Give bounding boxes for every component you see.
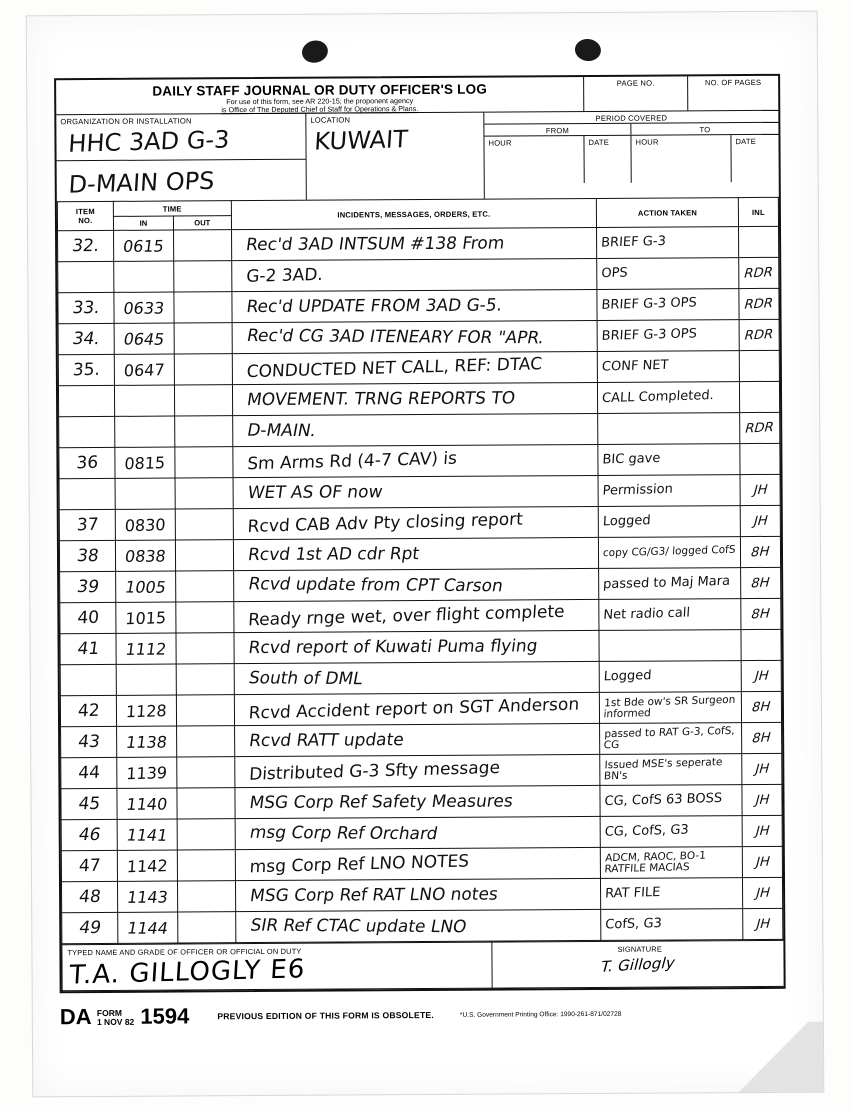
cell-time-in: 1143 [117, 881, 177, 912]
cell-incidents: msg Corp Ref LNO NOTES [235, 847, 601, 880]
to-label-cell [631, 123, 778, 135]
cell-item-no: 46 [61, 819, 117, 850]
cell-item-no: 48 [61, 881, 117, 912]
cell-time-in: 1138 [116, 726, 176, 757]
from-label: FROM [545, 126, 570, 136]
cell-incidents: D-MAIN. [232, 413, 598, 446]
cell-time-out [174, 323, 232, 354]
cell-time-in: 0633 [114, 292, 174, 323]
page-no-cell [584, 76, 688, 111]
table-row[interactable] [61, 815, 782, 850]
cell-incidents: Rcvd Accident report on SGT Anderson [234, 692, 600, 725]
cell-inl: JH [740, 505, 780, 536]
cell-action-taken: RAT FILE [601, 878, 743, 910]
cell-item-no: 32. [58, 230, 114, 261]
cell-action-taken: CG, CofS 63 BOSS [600, 785, 742, 817]
location-value: KUWAIT [313, 125, 409, 156]
cell-action-taken: BRIEF G-3 [597, 227, 739, 259]
cell-action-taken: passed to Maj Mara [599, 568, 741, 600]
to-hour-label: HOUR [635, 137, 659, 147]
cell-time-out [177, 819, 235, 850]
table-row[interactable] [58, 226, 779, 261]
cell-action-taken: Logged [598, 506, 740, 538]
organization-label: ORGANIZATION OR INSTALLATION [60, 116, 192, 127]
cell-time-in: 1112 [116, 633, 176, 664]
form-title-cell [56, 77, 584, 114]
cell-action-taken: BRIEF G-3 OPS [597, 289, 739, 321]
no-of-pages-label: NO. OF PAGES [704, 77, 762, 88]
cell-incidents: G-2 3AD. [231, 258, 597, 291]
header-time-out: OUT [173, 216, 231, 230]
table-row[interactable] [58, 381, 779, 416]
cell-time-in: 0647 [114, 354, 174, 385]
table-row[interactable] [60, 660, 781, 695]
officer-name-value: T.A. GILLOGLY E6 [68, 954, 307, 991]
header-incidents: INCIDENTS, MESSAGES, ORDERS, ETC. [231, 198, 597, 229]
cell-time-out [175, 509, 233, 540]
signature-label: SIGNATURE [617, 944, 662, 954]
period-covered-label: PERIOD COVERED [484, 111, 778, 125]
cell-incidents: WET AS OF now [233, 475, 599, 508]
cell-inl: RDR [739, 257, 779, 288]
table-row[interactable] [61, 877, 782, 912]
officer-name-label: TYPED NAME AND GRADE OF OFFICER OR OFFICIAL ON DUTY [67, 946, 302, 958]
cell-inl: JH [743, 908, 783, 939]
da-form-1594 [54, 74, 786, 993]
cell-time-out [178, 912, 236, 943]
cell-time-in: 0838 [115, 540, 175, 571]
da-form-number: 1594 [140, 1003, 190, 1029]
cell-time-in [115, 416, 175, 447]
cell-item-no [60, 664, 116, 695]
cell-inl: JH [742, 815, 782, 846]
location-label: LOCATION [310, 115, 351, 125]
cell-incidents: MSG Corp Ref Safety Measures [235, 785, 601, 818]
cell-action-taken: Issued MSE's seperate BN's [600, 754, 742, 786]
cell-time-out [176, 633, 234, 664]
cell-time-in: 0815 [115, 447, 175, 478]
cell-time-in [114, 385, 174, 416]
cell-time-out [174, 292, 232, 323]
cell-action-taken: BIC gave [598, 444, 740, 476]
form-subtitle-line2: is Office of The Deputed Chief of Staff for Operations & Plans. [221, 104, 419, 115]
cell-incidents: Rcvd report of Kuwati Puma flying [234, 630, 600, 663]
cell-time-in: 1005 [116, 571, 176, 602]
cell-item-no: 43 [61, 726, 117, 757]
organization-value: HHC 3AD G-3 [67, 125, 231, 158]
table-row[interactable] [60, 598, 781, 633]
officer-name-cell[interactable] [62, 942, 492, 991]
cell-action-taken: Logged [599, 661, 741, 693]
cell-time-out [175, 478, 233, 509]
cell-incidents: Ready rnge wet, over flight complete [234, 599, 600, 632]
page-curl [703, 1022, 823, 1093]
cell-incidents: Rcvd CAB Adv Pty closing report [233, 506, 599, 539]
log-table-body [58, 226, 783, 943]
cell-action-taken: CONF NET [597, 351, 739, 383]
cell-inl: JH [742, 846, 782, 877]
cell-item-no: 36 [59, 447, 115, 478]
cell-action-taken: CALL Completed. [598, 382, 740, 414]
cell-time-in: 0830 [115, 509, 175, 540]
table-row[interactable] [60, 691, 781, 726]
table-row[interactable] [58, 319, 779, 354]
cell-incidents: Sm Arms Rd (4-7 CAV) is [233, 444, 599, 477]
table-row[interactable] [61, 753, 782, 788]
cell-item-no: 49 [62, 912, 118, 943]
cell-incidents: Rcvd 1st AD cdr Rpt [233, 537, 599, 570]
cell-time-out [177, 850, 235, 881]
cell-inl: 8H [742, 722, 782, 753]
cell-time-out [174, 385, 232, 416]
cell-action-taken [599, 630, 741, 662]
cell-item-no: 39 [60, 571, 116, 602]
cell-time-out [177, 788, 235, 819]
cell-time-out [175, 447, 233, 478]
cell-action-taken: Permission [598, 475, 740, 507]
cell-incidents: South of DML [234, 661, 600, 694]
cell-action-taken: passed to RAT G-3, CofS, CG [600, 723, 742, 755]
table-row[interactable] [58, 257, 779, 292]
cell-item-no: 45 [61, 788, 117, 819]
from-hour-label: HOUR [488, 138, 512, 148]
cell-item-no [58, 385, 114, 416]
header-item-no: ITEM NO. [57, 201, 113, 230]
cell-item-no: 47 [61, 850, 117, 881]
cell-time-out [176, 664, 234, 695]
signature-cell[interactable] [492, 940, 784, 988]
table-row[interactable] [61, 722, 782, 757]
cell-incidents: Rec'd UPDATE FROM 3AD G-5. [232, 289, 598, 322]
to-hour-cell[interactable] [631, 135, 731, 183]
organization-value-line2: D-MAIN OPS [57, 159, 306, 202]
cell-action-taken: BRIEF G-3 OPS [597, 320, 739, 352]
cell-incidents: Distributed G-3 Sfty message [235, 754, 601, 787]
table-row[interactable] [60, 567, 781, 602]
cell-action-taken: Net radio call [599, 599, 741, 631]
cell-action-taken: ADCM, RAOC, BO-1 RATFILE MACIAS [600, 847, 742, 879]
cell-inl [741, 629, 781, 660]
cell-inl: RDR [739, 319, 779, 350]
da-form-sub: FORM 1 NOV 82 [96, 1008, 135, 1028]
cell-time-in: 1141 [117, 819, 177, 850]
cell-time-out [175, 571, 233, 602]
table-row[interactable] [60, 629, 781, 664]
cell-inl [739, 350, 779, 381]
cell-time-out [176, 602, 234, 633]
cell-incidents: SIR Ref CTAC update LNO [235, 909, 601, 942]
organization-cell[interactable] [56, 114, 307, 202]
cell-time-in: 1015 [116, 602, 176, 633]
cell-item-no: 34. [58, 323, 114, 354]
form-header-row [56, 76, 778, 115]
cell-time-in: 1142 [117, 850, 177, 881]
previous-edition-note: PREVIOUS EDITION OF THIS FORM IS OBSOLETE. [217, 1009, 434, 1022]
header-time: TIME [113, 201, 231, 217]
cell-inl: 8H [741, 691, 781, 722]
cell-action-taken [598, 413, 740, 445]
cell-inl: JH [741, 660, 781, 691]
form-title: DAILY STAFF JOURNAL OR DUTY OFFICER'S LOG [152, 81, 488, 99]
cell-inl: JH [742, 784, 782, 815]
cell-inl: 8H [740, 536, 780, 567]
cell-item-no: 38 [59, 540, 115, 571]
cell-inl: JH [742, 753, 782, 784]
from-hour-cell[interactable] [484, 136, 584, 184]
punch-hole-icon [574, 37, 603, 62]
cell-action-taken: OPS [597, 258, 739, 290]
signature-value: T. Gillogly [598, 953, 678, 976]
da-form-footer [60, 1000, 782, 1030]
table-row[interactable] [61, 784, 782, 819]
table-row[interactable] [58, 350, 779, 385]
cell-time-in: 1144 [118, 912, 178, 943]
table-row[interactable] [59, 443, 780, 478]
cell-incidents: MOVEMENT. TRNG REPORTS TO [232, 382, 598, 415]
to-label: TO [699, 125, 711, 135]
cell-item-no: 33. [58, 292, 114, 323]
cell-time-in [116, 664, 176, 695]
to-date-label: DATE [735, 136, 757, 147]
cell-inl [739, 381, 779, 412]
cell-item-no: 40 [60, 602, 116, 633]
cell-time-out [176, 726, 234, 757]
page-no-label: PAGE NO. [616, 78, 655, 88]
org-location-period-row [56, 111, 779, 201]
cell-incidents: Rec'd 3AD INTSUM #138 From [231, 227, 597, 260]
cell-incidents: Rcvd update from CPT Carson [233, 568, 599, 601]
from-label-cell [484, 124, 631, 136]
cell-time-in: 1140 [117, 788, 177, 819]
table-row[interactable] [58, 288, 779, 323]
header-action-taken: ACTION TAKEN [596, 198, 738, 228]
cell-inl: 8H [741, 598, 781, 629]
cell-time-in: 1139 [117, 757, 177, 788]
scanned-form-sheet [27, 12, 824, 1097]
cell-time-out [174, 354, 232, 385]
cell-item-no: 37 [59, 509, 115, 540]
cell-action-taken: copy CG/G3/ logged CofS [599, 537, 741, 569]
cell-item-no [59, 416, 115, 447]
table-row[interactable] [59, 412, 780, 447]
cell-action-taken: CG, CofS, G3 [600, 816, 742, 848]
cell-time-in: 0645 [114, 323, 174, 354]
cell-incidents: CONDUCTED NET CALL, REF: DTAC [232, 351, 598, 384]
cell-incidents: Rec'd CG 3AD ITENEARY FOR "APR. [232, 320, 598, 353]
from-date-label: DATE [588, 137, 610, 147]
cell-inl: RDR [739, 288, 779, 319]
cell-inl: JH [740, 474, 780, 505]
signature-block [61, 940, 783, 991]
table-row[interactable] [62, 908, 783, 943]
cell-item-no: 42 [60, 695, 116, 726]
cell-time-out [174, 261, 232, 292]
cell-action-taken: 1st Bde ow's SR Surgeon informed [599, 692, 741, 724]
period-covered-cell [484, 111, 779, 199]
table-row[interactable] [59, 536, 780, 571]
cell-inl [738, 226, 778, 257]
da-form-label: DA FORM 1 NOV 82 1594 [59, 1003, 190, 1030]
cell-incidents: Rcvd RATT update [234, 723, 600, 756]
location-cell[interactable] [306, 113, 485, 200]
cell-time-out [177, 881, 235, 912]
cell-inl: JH [742, 877, 782, 908]
to-date-cell[interactable] [731, 135, 778, 182]
cell-action-taken: CofS, G3 [601, 909, 743, 941]
cell-time-out [176, 695, 234, 726]
log-table [57, 197, 784, 944]
from-date-cell[interactable] [584, 136, 631, 183]
cell-item-no: 41 [60, 633, 116, 664]
cell-incidents: msg Corp Ref Orchard [235, 816, 601, 849]
cell-item-no: 44 [61, 757, 117, 788]
header-inl: INL [738, 197, 778, 226]
cell-inl [740, 443, 780, 474]
cell-time-in [114, 261, 174, 292]
table-row[interactable] [61, 846, 782, 881]
cell-item-no: 35. [58, 354, 114, 385]
cell-time-in [115, 478, 175, 509]
punch-hole-icon [300, 38, 330, 65]
cell-time-out [175, 416, 233, 447]
table-row[interactable] [59, 505, 780, 540]
cell-time-out [177, 757, 235, 788]
gpo-note: *U.S. Government Printing Office: 1990-261-871/02728 [459, 1010, 622, 1019]
cell-item-no [59, 478, 115, 509]
cell-time-in: 1128 [116, 695, 176, 726]
cell-inl: 8H [741, 567, 781, 598]
form-subtitle-line1: For use of this form, see AR 220-15; the proponent agency [226, 96, 414, 107]
header-time-in: IN [113, 216, 173, 230]
cell-time-out [173, 230, 231, 261]
cell-inl: RDR [740, 412, 780, 443]
cell-time-in: 0615 [113, 230, 173, 261]
cell-incidents: MSG Corp Ref RAT LNO notes [235, 878, 601, 911]
cell-time-out [175, 540, 233, 571]
table-row[interactable] [59, 474, 780, 509]
cell-item-no [58, 261, 114, 292]
no-of-pages-cell [688, 76, 778, 111]
